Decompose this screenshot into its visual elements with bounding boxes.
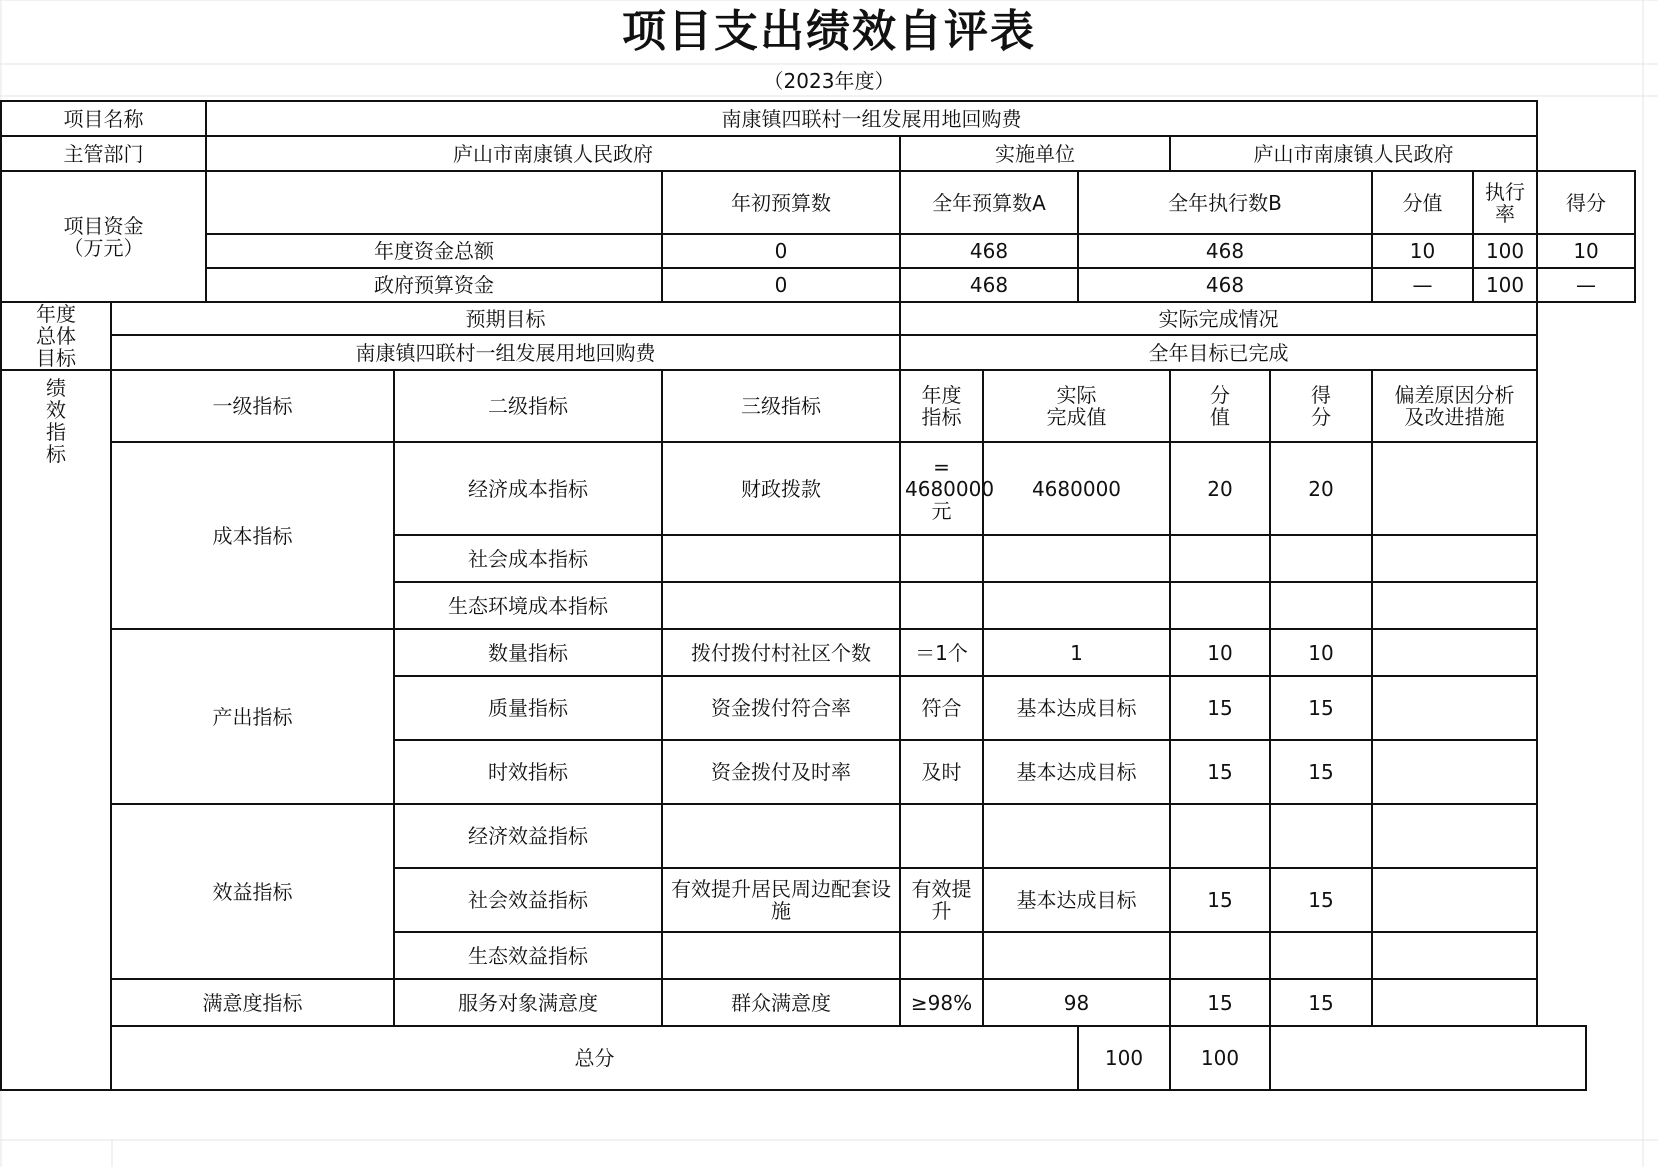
funds-label-line2: （万元） — [63, 235, 144, 260]
funds-header-score: 得分 — [1537, 171, 1635, 234]
funds-label — [1, 171, 206, 302]
timeliness-label: 时效指标 — [394, 740, 662, 804]
funds-executed[interactable]: 468 — [1078, 234, 1372, 268]
indicator-actual[interactable]: 基本达成目标 — [983, 868, 1170, 932]
indicator-actual[interactable] — [983, 932, 1170, 979]
funds-row-total — [1, 234, 1635, 268]
indicator-actual[interactable]: 基本达成目标 — [983, 676, 1170, 740]
funds-exec-rate[interactable]: 100 — [1473, 268, 1537, 302]
indicator-deviation[interactable] — [1372, 442, 1537, 535]
actual-completion-header: 实际完成情况 — [900, 302, 1537, 335]
funds-initial[interactable]: 0 — [662, 268, 900, 302]
indicator-row — [1, 442, 1635, 535]
indicator-actual[interactable]: 1 — [983, 629, 1170, 676]
indicator-score[interactable]: 15 — [1270, 868, 1372, 932]
department-label: 主管部门 — [1, 136, 206, 171]
goal-header-row — [1, 302, 1635, 335]
funds-header-blank[interactable] — [206, 171, 662, 234]
indicator-name[interactable]: 有效提升居民周边配套设施 — [662, 868, 900, 932]
indicator-target[interactable]: 符合 — [900, 676, 983, 740]
indicator-weight[interactable] — [1170, 582, 1270, 629]
deviation-header: 偏差原因分析 及改进措施 — [1372, 370, 1537, 442]
funds-row-label: 年度资金总额 — [206, 234, 662, 268]
eco-cost-label: 生态环境成本指标 — [394, 582, 662, 629]
target-header: 年度 指标 — [900, 370, 983, 442]
indicator-score[interactable]: 10 — [1270, 629, 1372, 676]
indicator-weight[interactable] — [1170, 932, 1270, 979]
implementing-unit-value[interactable]: 庐山市南康镇人民政府 — [1170, 136, 1537, 171]
indicator-deviation[interactable] — [1372, 740, 1537, 804]
level2-header: 二级指标 — [394, 370, 662, 442]
indicator-target[interactable] — [900, 804, 983, 868]
satisfaction-indicators-label: 满意度指标 — [111, 979, 394, 1026]
weight-header: 分 值 — [1170, 370, 1270, 442]
expected-goal-header: 预期目标 — [111, 302, 900, 335]
indicator-actual[interactable]: 4680000 — [983, 442, 1170, 535]
indicator-target[interactable]: 及时 — [900, 740, 983, 804]
total-weight[interactable]: 100 — [1078, 1026, 1170, 1090]
indicator-row — [1, 804, 1635, 868]
indicator-score[interactable]: 15 — [1270, 740, 1372, 804]
funds-header-executed: 全年执行数B — [1078, 171, 1372, 234]
funds-label-line1: 项目资金 — [63, 213, 144, 238]
expected-goal[interactable]: 南康镇四联村一组发展用地回购费 — [111, 335, 900, 370]
funds-header-exec-rate: 执行率 — [1473, 171, 1537, 234]
funds-initial[interactable]: 0 — [662, 234, 900, 268]
indicator-deviation[interactable] — [1372, 582, 1537, 629]
economic-benefit-label: 经济效益指标 — [394, 804, 662, 868]
funds-row-government — [1, 268, 1635, 302]
funds-executed[interactable]: 468 — [1078, 268, 1372, 302]
indicator-actual[interactable]: 98 — [983, 979, 1170, 1026]
indicator-name[interactable] — [662, 804, 900, 868]
indicator-target[interactable] — [900, 535, 983, 582]
indicator-actual[interactable]: 基本达成目标 — [983, 740, 1170, 804]
implementing-unit-label: 实施单位 — [900, 136, 1170, 171]
indicator-actual[interactable] — [983, 582, 1170, 629]
indicator-score[interactable]: 15 — [1270, 676, 1372, 740]
funds-weight[interactable]: — — [1372, 268, 1473, 302]
funds-annual[interactable]: 468 — [900, 268, 1078, 302]
project-name-label: 项目名称 — [1, 101, 206, 136]
indicator-actual[interactable] — [983, 804, 1170, 868]
indicator-score[interactable]: 15 — [1270, 979, 1372, 1026]
indicator-score[interactable] — [1270, 582, 1372, 629]
annual-goal-label: 年度 总体 目标 — [1, 302, 111, 370]
indicator-target[interactable]: = 4680000 元 — [900, 442, 983, 535]
project-name-row — [1, 101, 1635, 136]
indicator-weight[interactable]: 15 — [1170, 740, 1270, 804]
indicator-name[interactable]: 财政拨款 — [662, 442, 900, 535]
funds-exec-rate[interactable]: 100 — [1473, 234, 1537, 268]
indicator-score[interactable] — [1270, 535, 1372, 582]
actual-completion[interactable]: 全年目标已完成 — [900, 335, 1537, 370]
indicator-deviation[interactable] — [1372, 868, 1537, 932]
funds-weight[interactable]: 10 — [1372, 234, 1473, 268]
funds-row-label: 政府预算资金 — [206, 268, 662, 302]
indicator-actual[interactable] — [983, 535, 1170, 582]
total-deviation[interactable] — [1270, 1026, 1586, 1090]
indicator-name[interactable]: 群众满意度 — [662, 979, 900, 1026]
indicator-name[interactable] — [662, 535, 900, 582]
perf-header-row — [1, 370, 1635, 442]
economic-cost-label: 经济成本指标 — [394, 442, 662, 535]
indicator-name[interactable] — [662, 932, 900, 979]
indicator-weight[interactable]: 15 — [1170, 979, 1270, 1026]
goal-content-row — [1, 335, 1635, 370]
page-title: 项目支出绩效自评表 — [622, 6, 1036, 57]
cost-indicators-label: 成本指标 — [111, 442, 394, 629]
department-row — [1, 136, 1635, 171]
funds-header-annual: 全年预算数A — [900, 171, 1078, 234]
funds-score[interactable]: 10 — [1537, 234, 1635, 268]
quantity-label: 数量指标 — [394, 629, 662, 676]
indicator-name[interactable]: 资金拨付符合率 — [662, 676, 900, 740]
indicator-name[interactable] — [662, 582, 900, 629]
department-value[interactable]: 庐山市南康镇人民政府 — [206, 136, 900, 171]
funds-score[interactable]: — — [1537, 268, 1635, 302]
score-header: 得 分 — [1270, 370, 1372, 442]
indicator-weight[interactable] — [1170, 535, 1270, 582]
indicator-weight[interactable]: 15 — [1170, 676, 1270, 740]
benefit-indicators-label: 效益指标 — [111, 804, 394, 979]
social-benefit-label: 社会效益指标 — [394, 868, 662, 932]
report-year: （2023年度） — [763, 69, 895, 93]
indicator-name[interactable]: 资金拨付及时率 — [662, 740, 900, 804]
indicator-target[interactable] — [900, 582, 983, 629]
funds-annual[interactable]: 468 — [900, 234, 1078, 268]
funds-header-initial: 年初预算数 — [662, 171, 900, 234]
total-row — [1, 1026, 1635, 1090]
indicator-row — [1, 629, 1635, 676]
indicator-target[interactable]: 有效提升 — [900, 868, 983, 932]
indicator-deviation[interactable] — [1372, 979, 1537, 1026]
indicator-weight[interactable] — [1170, 804, 1270, 868]
indicator-name[interactable]: 拨付拨付村社区个数 — [662, 629, 900, 676]
indicator-score[interactable]: 20 — [1270, 442, 1372, 535]
actual-header: 实际 完成值 — [983, 370, 1170, 442]
project-name-value[interactable]: 南康镇四联村一组发展用地回购费 — [206, 101, 1537, 136]
indicator-row — [1, 979, 1635, 1026]
indicator-weight[interactable]: 15 — [1170, 868, 1270, 932]
indicator-deviation[interactable] — [1372, 535, 1537, 582]
funds-header-row — [1, 171, 1635, 234]
performance-indicators-label: 绩 效 指 标 — [1, 370, 111, 1090]
indicator-deviation[interactable] — [1372, 804, 1537, 868]
level1-header: 一级指标 — [111, 370, 394, 442]
indicator-target[interactable]: ≥98% — [900, 979, 983, 1026]
indicator-score[interactable] — [1270, 932, 1372, 979]
total-label: 总分 — [111, 1026, 1078, 1090]
indicator-weight[interactable]: 20 — [1170, 442, 1270, 535]
service-satisfaction-label: 服务对象满意度 — [394, 979, 662, 1026]
indicator-deviation[interactable] — [1372, 629, 1537, 676]
indicator-deviation[interactable] — [1372, 932, 1537, 979]
quality-label: 质量指标 — [394, 676, 662, 740]
total-score[interactable]: 100 — [1170, 1026, 1270, 1090]
self-evaluation-table — [0, 100, 1636, 1091]
level3-header: 三级指标 — [662, 370, 900, 442]
funds-header-weight: 分值 — [1372, 171, 1473, 234]
output-indicators-label: 产出指标 — [111, 629, 394, 804]
indicator-deviation[interactable] — [1372, 676, 1537, 740]
indicator-score[interactable] — [1270, 804, 1372, 868]
eco-benefit-label: 生态效益指标 — [394, 932, 662, 979]
indicator-target[interactable] — [900, 932, 983, 979]
social-cost-label: 社会成本指标 — [394, 535, 662, 582]
indicator-weight[interactable]: 10 — [1170, 629, 1270, 676]
indicator-target[interactable]: ＝1个 — [900, 629, 983, 676]
